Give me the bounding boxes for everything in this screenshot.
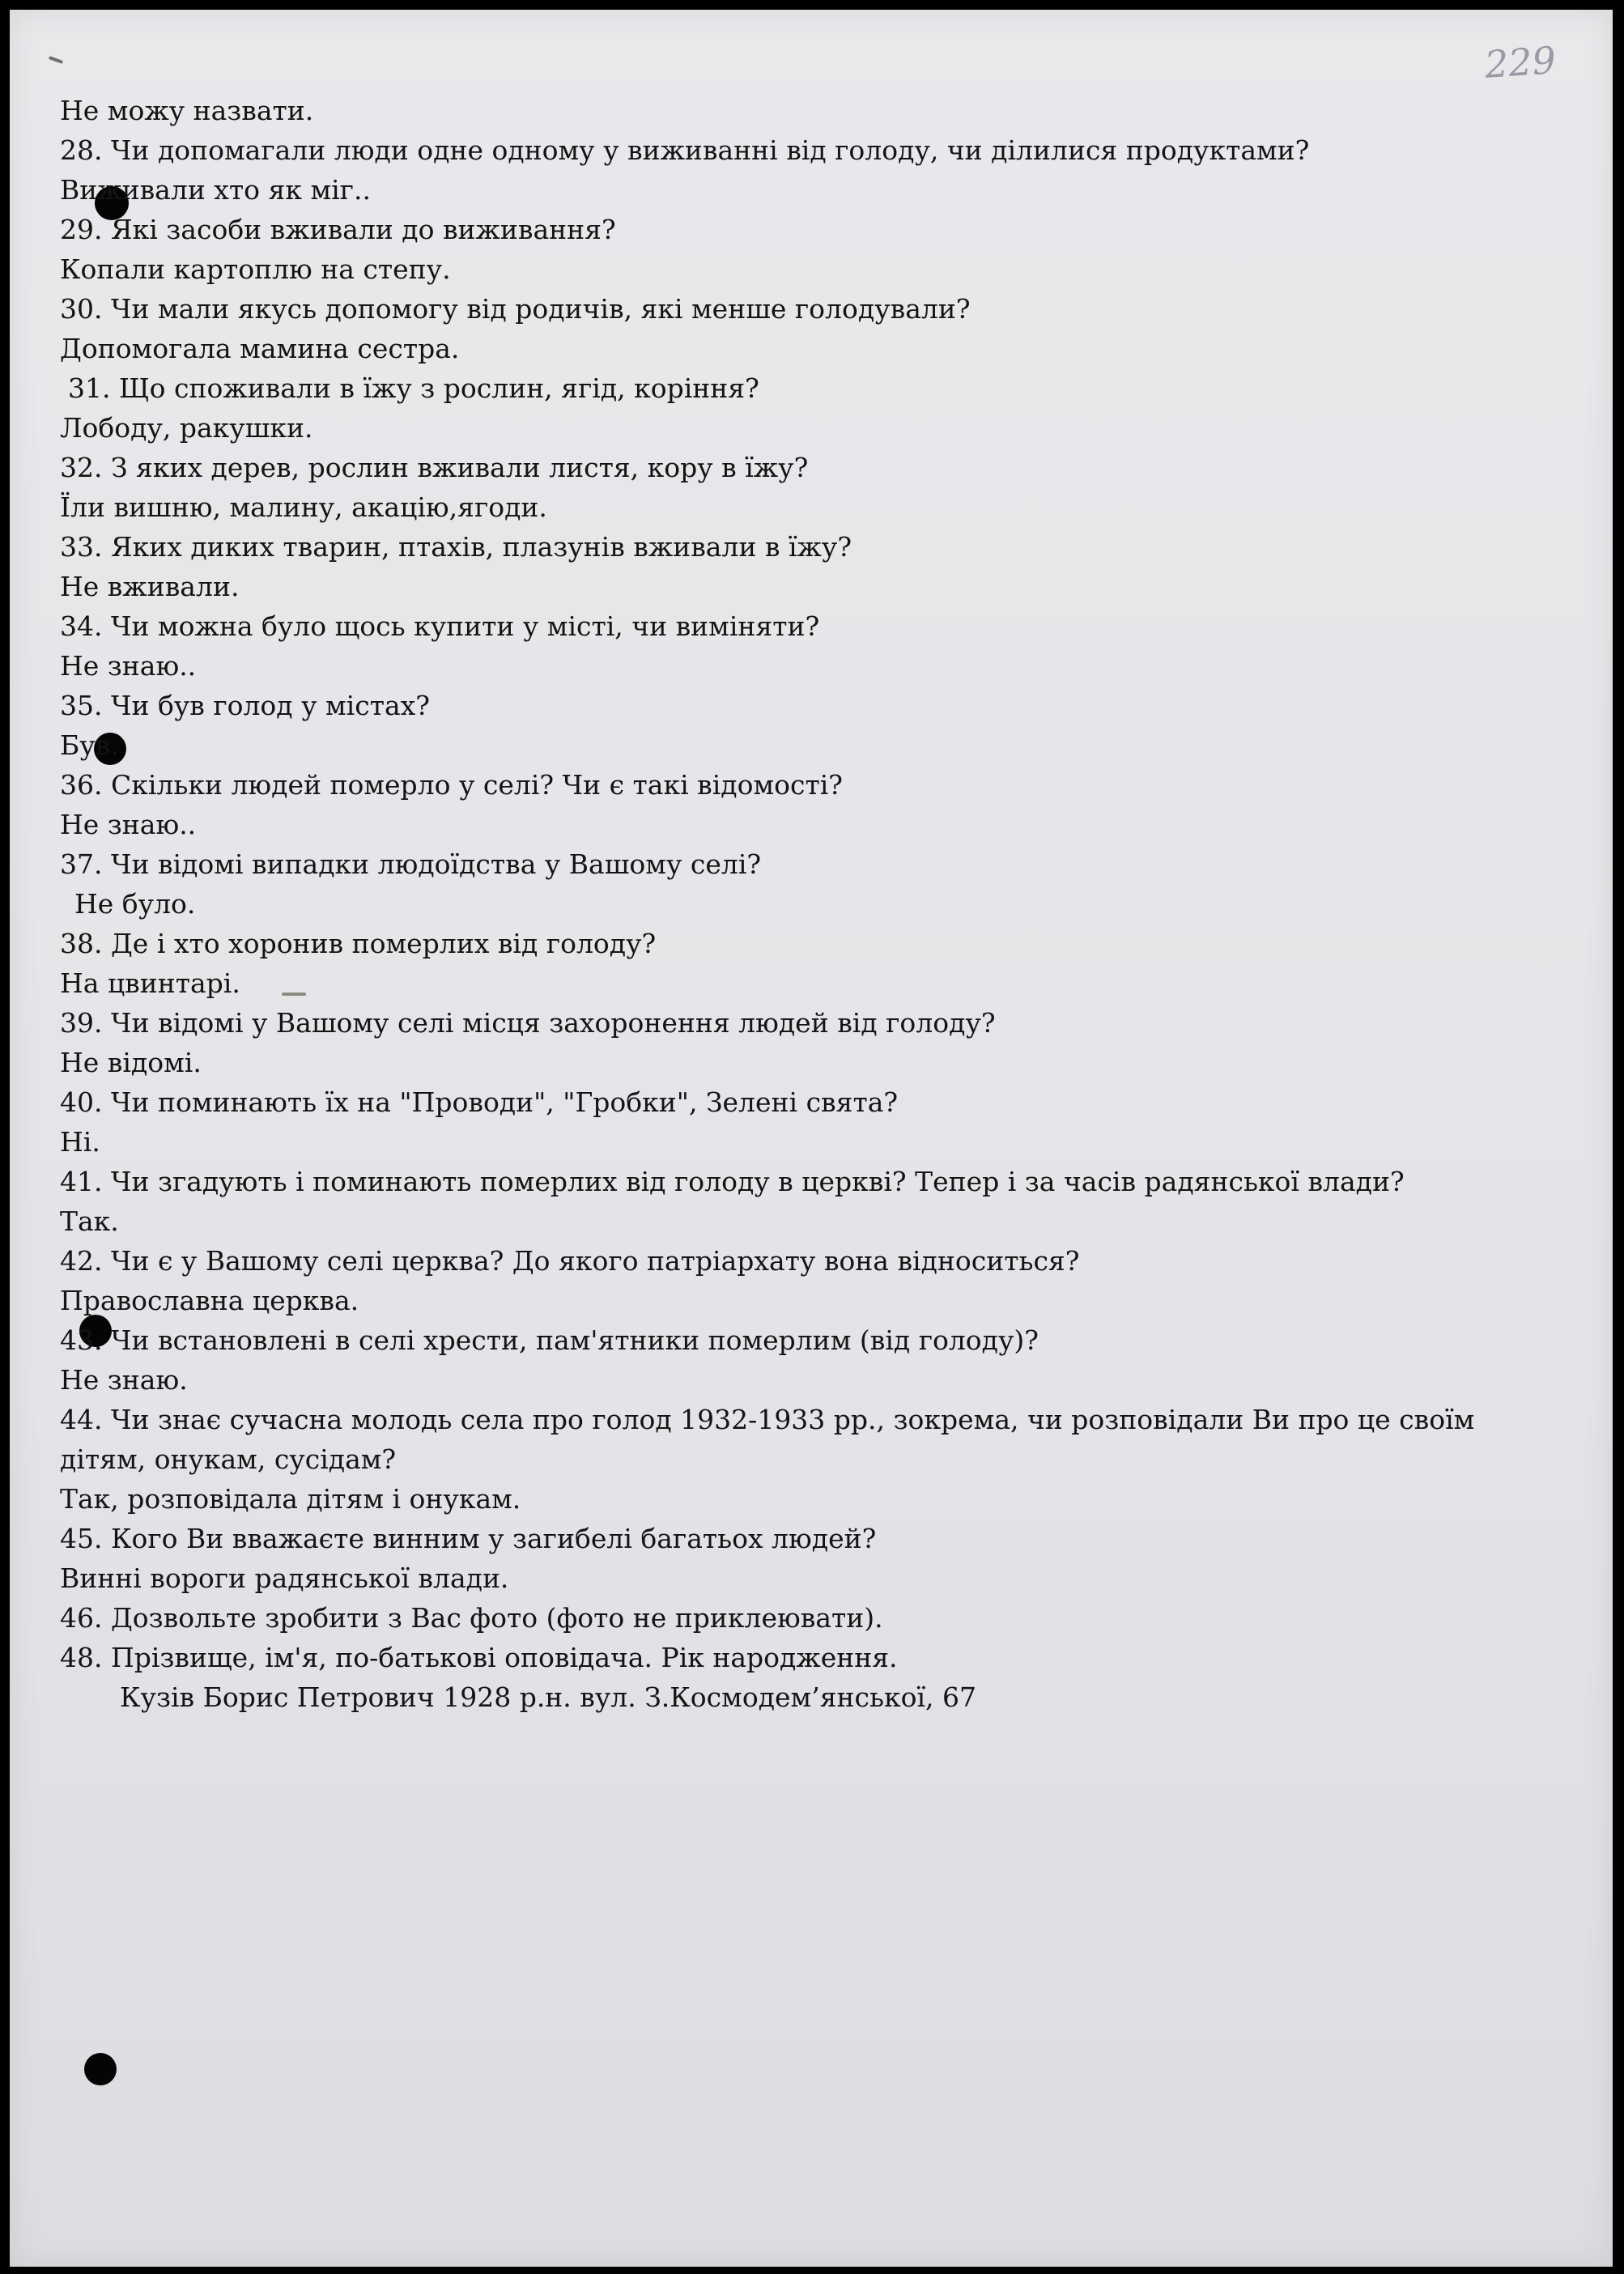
answer-line: Їли вишню, малину, акацію,ягоди. xyxy=(60,491,547,523)
question-line: 37. Чи відомі випадки людоїдства у Вашому селі? xyxy=(60,848,762,880)
answer-line: Кузів Борис Петрович 1928 р.н. вул. З.Космодем’янської, 67 xyxy=(120,1681,976,1713)
question-line: 42. Чи є у Вашому селі церква? До якого патріархату вона відноситься? xyxy=(60,1245,1080,1277)
answer-line: Не вживали. xyxy=(60,571,240,602)
question-line: 31. Що споживали в їжу з рослин, ягід, коріння? xyxy=(68,372,759,404)
answer-line: Лободу, ракушки. xyxy=(60,412,313,444)
answer-line: Не знаю.. xyxy=(60,650,197,682)
answer-line: Копали картоплю на степу. xyxy=(60,253,451,285)
answer-line: Не знаю.. xyxy=(60,809,197,840)
punch-hole-bottom xyxy=(84,2053,117,2085)
answer-line: На цвинтарі. xyxy=(60,967,240,999)
answer-line: Не було. xyxy=(74,888,196,920)
question-line: 44. Чи знає сучасна молодь села про голод 1932-1933 рр., зокрема, чи розповідали Ви про це своїм xyxy=(60,1404,1475,1435)
answer-line: Був. xyxy=(60,729,119,761)
question-line: 35. Чи був голод у містах? xyxy=(60,690,430,721)
questionnaire-text xyxy=(60,91,1533,1717)
question-line: 40. Чи поминають їх на "Проводи", "Гробки", Зелені свята? xyxy=(60,1086,899,1118)
answer-line: Не знаю. xyxy=(60,1364,188,1396)
question-line: 29. Які засоби вживали до виживання? xyxy=(60,214,616,245)
pen-mark xyxy=(49,56,63,64)
answer-line: Православна церква. xyxy=(60,1285,359,1316)
question-line: 33. Яких диких тварин, птахів, плазунів вживали в їжу? xyxy=(60,531,852,563)
question-line: 30. Чи мали якусь допомогу від родичів, які менше голодували? xyxy=(60,293,971,325)
answer-line: Виживали хто як міг.. xyxy=(60,174,371,206)
answer-line: Ні. xyxy=(60,1126,100,1158)
question-line: 36. Скільки людей померло у селі? Чи є такі відомості? xyxy=(60,769,843,801)
document-page xyxy=(10,10,1613,2267)
question-line: 32. З яких дерев, рослин вживали листя, кору в їжу? xyxy=(60,452,809,483)
answer-line: Не відомі. xyxy=(60,1047,202,1078)
question-line: 48. Прізвище, ім'я, по-батькові оповідача. Рік народження. xyxy=(60,1642,898,1673)
answer-line: Так, розповідала дітям і онукам. xyxy=(60,1483,521,1515)
answer-line: Винні вороги радянської влади. xyxy=(60,1562,509,1594)
question-line: 34. Чи можна було щось купити у місті, чи виміняти? xyxy=(60,610,820,642)
page-number: 229 xyxy=(1483,38,1558,87)
question-line: 39. Чи відомі у Вашому селі місця захоронення людей від голоду? xyxy=(60,1007,996,1039)
question-line: дітям, онукам, сусідам? xyxy=(60,1443,397,1475)
question-line: 46. Дозвольте зробити з Вас фото (фото не приклеювати). xyxy=(60,1602,883,1634)
answer-line: Так. xyxy=(60,1205,119,1237)
answer-line: Не можу назвати. xyxy=(60,95,314,126)
question-line: 38. Де і хто хоронив померлих від голоду? xyxy=(60,928,657,959)
question-line: 43. Чи встановлені в селі хрести, пам'ятники померлим (від голоду)? xyxy=(60,1324,1039,1356)
question-line: 41. Чи згадують і поминають померлих від голоду в церкві? Тепер і за часів радянської влади? xyxy=(60,1166,1405,1197)
answer-line: Допомогала мамина сестра. xyxy=(60,333,460,364)
question-line: 45. Кого Ви вважаєте винним у загибелі багатьох людей? xyxy=(60,1523,877,1554)
question-line: 28. Чи допомагали люди одне одному у виживанні від голоду, чи ділилися продуктами? xyxy=(60,134,1310,166)
